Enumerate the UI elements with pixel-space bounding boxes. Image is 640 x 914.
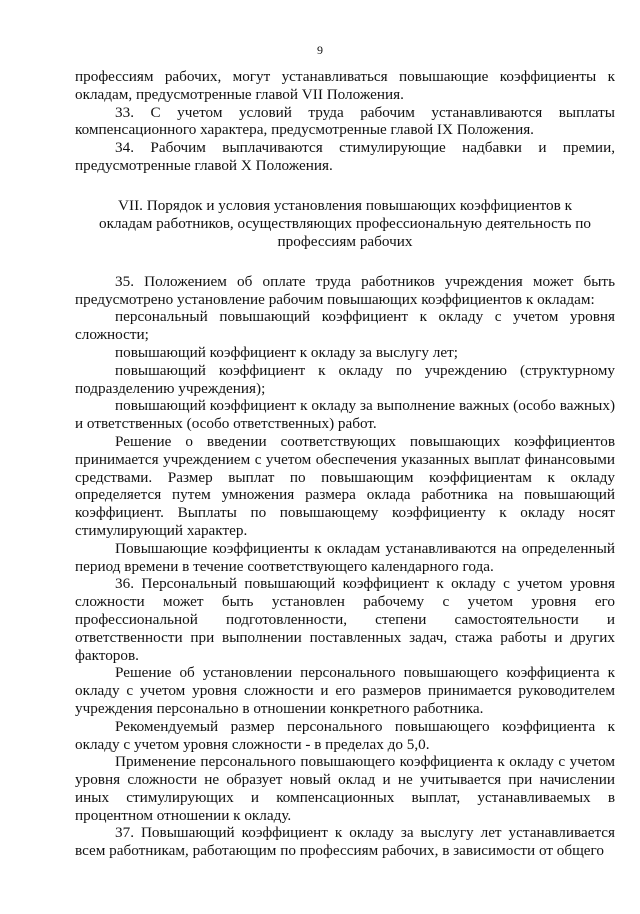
list-item-personal-coefficient: персональный повышающий коэффициент к окладу с учетом уровня сложности;	[75, 308, 615, 344]
paragraph-continuation: профессиям рабочих, могут устанавливаться повышающие коэффициенты к окладам, предусмотренные главой VII Положения.	[75, 68, 615, 103]
paragraph-37: 37. Повышающий коэффициент к окладу за выслугу лет устанавливается всем работникам, работающим по профессиям рабочих, в зависимости от общего	[75, 824, 615, 860]
paragraph-period: Повышающие коэффициенты к окладам устанавливаются на определенный период времени в течение соответствующего календарного года.	[75, 539, 615, 575]
document-body	[75, 68, 615, 860]
page-number: 9	[317, 43, 323, 57]
section-heading: VII. Порядок и условия установления повышающих коэффициентов к окладам работников, осуществляющих профессиональную деятельность по профессиям рабочих	[99, 196, 591, 250]
paragraph-decision: Решение о введении соответствующих повышающих коэффициентов принимается учреждением с учетом обеспечения указанных выплат финансовыми средствами. Размер выплат по повышающим коэффициентам к окладу определяется путем умножения размера оклада работника на повышающий коэффициент. Выплаты по повышающему коэффициенту к окладу носят стимулирующий характер.	[75, 432, 615, 539]
paragraph-36: 36. Персональный повышающий коэффициент к окладу с учетом уровня сложности может быть установлен рабочему с учетом уровня его профессиональной подготовленности, степени самостоятельности и ответственности при выполнении поставленных задач, стажа работы и других факторов.	[75, 575, 615, 664]
paragraph-36-decision: Решение об установлении персонального повышающего коэффициента к окладу с учетом уровня сложности и его размеров принимается руководителем учреждения персонально в отношении конкретного работника.	[75, 664, 615, 717]
paragraph-36-application: Применение персонального повышающего коэффициента к окладу с учетом уровня сложности не образует новый оклад и не учитывается при начислении иных стимулирующих и компенсационных выплат, устанавливаемых в процентном отношении к окладу.	[75, 753, 615, 824]
list-item-important-work-coefficient: повышающий коэффициент к окладу за выполнение важных (особо важных) и ответственных (особо ответственных) работ.	[75, 397, 615, 433]
paragraph-35: 35. Положением об оплате труда работников учреждения может быть предусмотрено установление рабочим повышающих коэффициентов к окладам:	[75, 272, 615, 308]
paragraph-34: 34. Рабочим выплачиваются стимулирующие надбавки и премии, предусмотренные главой X Положения.	[75, 139, 615, 174]
paragraph-36-recommended: Рекомендуемый размер персонального повышающего коэффициента к окладу с учетом уровня сложности - в пределах до 5,0.	[75, 717, 615, 753]
list-item-seniority-coefficient: повышающий коэффициент к окладу за выслугу лет;	[115, 343, 458, 361]
paragraph-33: 33. С учетом условий труда рабочим устанавливаются выплаты компенсационного характера, предусмотренные главой IX Положения.	[75, 103, 615, 139]
list-item-institution-coefficient: повышающий коэффициент к окладу по учреждению (структурному подразделению учреждения);	[75, 361, 615, 397]
